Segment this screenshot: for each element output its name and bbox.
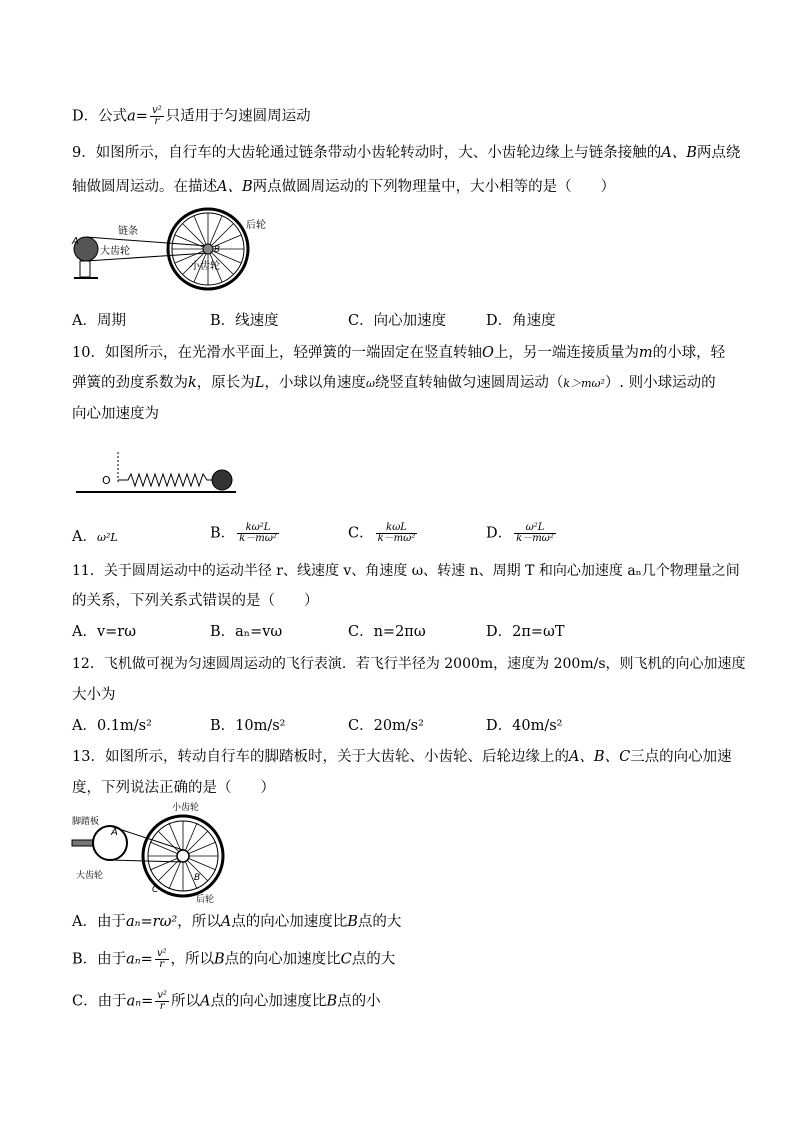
q10-var-m: m: [638, 345, 653, 361]
q8-formula-eq: =: [135, 108, 148, 125]
q12-option-d: D．40m/s²: [486, 718, 563, 734]
fig-label-small-gear: 小齿轮: [190, 261, 220, 272]
q13-option-c: [72, 991, 381, 1012]
q10-text: 的小球，轻: [652, 345, 726, 361]
q10-text: ）. 则小球运动的: [604, 375, 716, 391]
fig-label-b: B: [214, 245, 221, 255]
q12-option-a: A．0.1m/s²: [72, 718, 152, 734]
q11-stem-line2: [72, 591, 319, 611]
q9-text-tail: 两点绕: [696, 145, 741, 161]
q10-var-l: L: [254, 375, 265, 391]
q10-opt-b-frac: [237, 523, 279, 544]
frac-num: ω²L: [514, 523, 556, 534]
q10-spring-figure: [72, 452, 242, 498]
q13-frac: [155, 991, 169, 1012]
q13-option-b: [72, 949, 395, 970]
frac-den: k－mω²: [239, 533, 277, 544]
q13-option-a: [72, 912, 401, 932]
fig-label-rear-wheel: 后轮: [196, 895, 215, 905]
q10-opt-label: D．: [486, 525, 513, 542]
q9-bicycle-figure: [70, 206, 270, 300]
frac-den: k－mω²: [516, 533, 554, 544]
q11-option-a: A．v=rω: [72, 624, 137, 640]
q13-text: 三点的向心加速: [630, 749, 732, 765]
q13-text: 点的小: [337, 993, 381, 1010]
q13-frac: [155, 949, 169, 970]
ball: [212, 470, 232, 490]
q10-text: 上，另一端连接质量为: [493, 345, 639, 361]
frac-den: k－mω²: [377, 533, 416, 544]
q9-points: A、B: [661, 145, 697, 161]
q13-point: A: [199, 993, 211, 1010]
q9-options: [72, 311, 722, 331]
q9-text: 两点做圆周运动的下列物理量中，大小相等的是（ ）: [252, 179, 616, 195]
q12-options: [72, 716, 722, 736]
q10-option-d: [486, 523, 558, 544]
q9-stem-line1: [72, 143, 740, 163]
q10-option-b: [210, 523, 281, 544]
q13-point: A: [220, 914, 232, 930]
q13-text: A．由于: [72, 914, 126, 930]
fig-label-a: A: [72, 236, 79, 247]
q10-option-a: [72, 527, 118, 548]
q13-text: 点的大: [357, 914, 402, 930]
q13-text: C．由于: [72, 993, 127, 1010]
fig-label-small-gear: 小齿轮: [172, 803, 200, 813]
q10-opt-label: A．: [72, 529, 97, 545]
q12-text: 12．飞机做可视为匀速圆周运动的飞行表演．若飞行半径为 2000m，速度为 200m/s，则飞机的向心加速度: [72, 656, 746, 672]
fig-label-o: O: [102, 474, 111, 487]
q8-fraction: [150, 106, 164, 127]
q10-opt-a-expr: ω²L: [96, 531, 118, 544]
q13-point: B: [347, 914, 358, 930]
q13-text: 点的向心加速度比: [231, 914, 348, 930]
q10-opt-label: C．: [348, 525, 374, 542]
q13-text: 点的向心加速度比: [224, 951, 341, 968]
spring: [118, 474, 212, 486]
q10-opt-d-frac: [514, 523, 556, 544]
q13-bicycle-figure: [70, 800, 230, 906]
q13-formula: aₙ=: [126, 993, 154, 1010]
frac-den: r: [159, 959, 165, 970]
q13-formula: aₙ=rω²: [125, 914, 178, 930]
q12-stem-line1: [72, 654, 746, 674]
q8-optd-suffix: 只适用于匀速圆周运动: [165, 108, 311, 125]
q8-frac-den: r: [154, 116, 160, 127]
fig-label-rear-wheel: 后轮: [246, 220, 266, 231]
q10-options: [72, 523, 722, 551]
q13-points: A、B、C: [568, 749, 631, 765]
q12-text: 大小为: [72, 687, 116, 703]
frac-num: v²: [156, 948, 167, 959]
q10-opt-c-frac: [376, 523, 418, 544]
q11-option-d: D．2π=ωT: [486, 624, 565, 640]
q9-option-c: C．向心加速度: [348, 313, 447, 329]
q9-option-b: B．线速度: [210, 313, 279, 329]
q10-text: ，原长为: [196, 375, 255, 391]
fig-label-c: C: [152, 885, 159, 895]
fig-label-big-gear: 大齿轮: [76, 871, 104, 881]
q11-text: 11．关于圆周运动中的运动半径 r、线速度 v、角速度 ω、转速 n、周期 T 和向心加速度 aₙ几个物理量之间: [72, 563, 740, 579]
small-gear-shape: [177, 850, 189, 862]
q10-text: ，小球以角速度: [264, 375, 366, 391]
q10-text: 向心加速度为: [72, 406, 159, 422]
q8-frac-num: v²: [151, 105, 162, 116]
small-gear-shape: [203, 244, 213, 254]
q9-text: 轴做圆周运动。在描述: [72, 179, 217, 195]
pedal-crank: [80, 261, 90, 277]
frac-num: kωL: [376, 523, 418, 534]
q13-formula: aₙ=: [126, 951, 153, 968]
q9-option-d: D．角速度: [486, 313, 556, 329]
q13-text: B．由于: [72, 951, 127, 968]
q9-stem-line2: [72, 177, 615, 197]
fig-label-a: A: [111, 827, 118, 838]
q10-var-k: k: [188, 375, 197, 391]
q12-stem-line2: [72, 685, 116, 705]
q11-options: [72, 622, 722, 642]
q10-text: 绕竖直转轴做匀速圆周运动（: [374, 375, 564, 391]
frac-num: kω²L: [237, 523, 279, 534]
q13-text: 点的大: [351, 951, 396, 968]
q10-opt-label: B．: [210, 525, 236, 542]
q13-text: 13．如图所示，转动自行车的脚踏板时，关于大齿轮、小齿轮、后轮边缘上的: [72, 749, 569, 765]
q10-stem-line1: [72, 343, 725, 363]
q12-option-b: B．10m/s²: [210, 718, 286, 734]
q11-text: 的关系，下列关系式错误的是（ ）: [72, 593, 319, 609]
q11-stem-line1: [72, 561, 740, 581]
q10-text: 弹簧的劲度系数为: [72, 375, 188, 391]
big-gear-shape: [93, 826, 127, 860]
q13-text: ，所以: [170, 951, 214, 968]
q9-option-a: A．周期: [72, 313, 126, 329]
q10-stem-line3: [72, 404, 159, 424]
q13-stem-line1: [72, 747, 732, 767]
q10-condition: k＞mω²: [563, 377, 605, 390]
frac-num: v²: [157, 990, 167, 1001]
q13-text: 度，下列说法正确的是（ ）: [72, 780, 275, 796]
q9-points: A、B: [217, 179, 253, 195]
q13-text: 所以: [170, 993, 200, 1010]
q13-point: B: [326, 993, 338, 1010]
q10-option-c: [348, 523, 419, 544]
q11-option-c: C．n=2πω: [348, 624, 426, 640]
fig-label-pedal: 脚踏板: [72, 817, 100, 827]
q10-text: 10．如图所示，在光滑水平面上，轻弹簧的一端固定在竖直转轴: [72, 345, 482, 361]
q10-stem-line2: [72, 373, 716, 394]
q13-point: B: [214, 951, 225, 968]
q13-text: 点的向心加速度比: [210, 993, 327, 1010]
q8-optd-prefix: D．公式: [72, 108, 128, 125]
q10-var-omega: ω: [365, 377, 375, 390]
q8-formula-a: a: [127, 108, 136, 125]
q10-var-o: O: [481, 345, 494, 361]
q13-text: ，所以: [177, 914, 221, 930]
fig-label-b: B: [194, 873, 201, 883]
q8-option-d: [72, 106, 311, 127]
fig-label-chain: 链条: [118, 226, 138, 237]
frac-den: r: [159, 1001, 165, 1012]
q11-option-b: B．aₙ=vω: [210, 624, 283, 640]
fig-label-big-gear: 大齿轮: [100, 246, 130, 257]
q12-option-c: C．20m/s²: [348, 718, 424, 734]
q13-point: C: [340, 951, 352, 968]
pedal-shape: [72, 840, 94, 846]
q9-text: 9．如图所示，自行车的大齿轮通过链条带动小齿轮转动时，大、小齿轮边缘上与链条接触的: [72, 145, 662, 161]
q13-stem-line2: [72, 778, 275, 798]
